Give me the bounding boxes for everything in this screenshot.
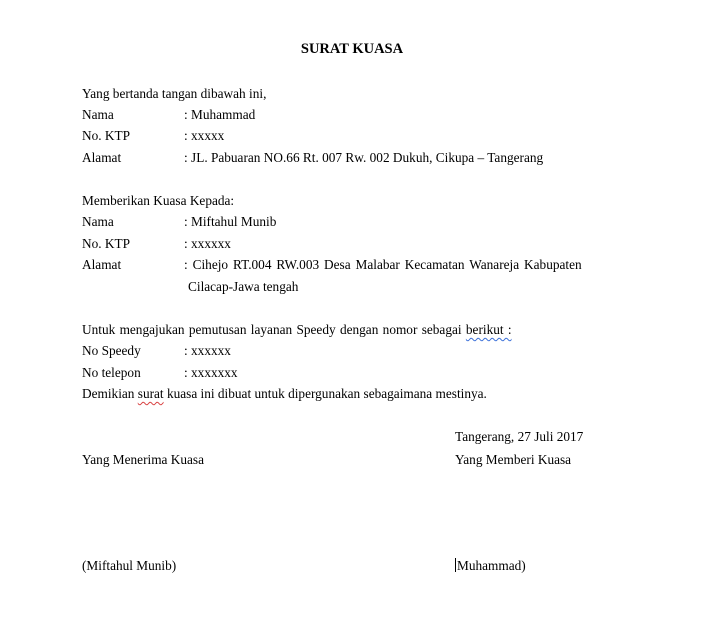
- grantee-address-value-line1: : Cihejo RT.004 RW.003 Desa Malabar Kecamatan Wanareja Kabupaten: [184, 257, 582, 272]
- giver-title: Yang Memberi Kuasa: [455, 452, 572, 467]
- phone-value: : xxxxxxx: [184, 365, 238, 380]
- grantor-ktp-label: No. KTP: [82, 128, 131, 143]
- grantor-name-label: Nama: [82, 107, 114, 122]
- speedy-label: No Speedy: [82, 343, 141, 358]
- grantor-address-value: : JL. Pabuaran NO.66 Rt. 007 Rw. 002 Dukuh, Cikupa – Tangerang: [184, 150, 544, 165]
- intro-text: Yang bertanda tangan dibawah ini,: [82, 86, 267, 101]
- speedy-value: : xxxxxx: [184, 343, 231, 358]
- text-cursor: [455, 558, 456, 572]
- grantee-address-label: Alamat: [82, 257, 122, 272]
- receiver-name: (Miftahul Munib): [82, 558, 177, 573]
- purpose-text-main: Untuk mengajukan pemutusan layanan Speedy dengan nomor sebagai: [82, 322, 466, 337]
- closing-text-before: Demikian: [82, 386, 138, 401]
- closing-text: [82, 386, 487, 402]
- closing-text-after: kuasa ini dibuat untuk dipergunakan sebagaimana mestinya.: [163, 386, 487, 401]
- grantee-name-value: : Miftahul Munib: [184, 214, 277, 229]
- giver-name-line[interactable]: [455, 558, 526, 574]
- grantee-name-label: Nama: [82, 214, 114, 229]
- phone-label: No telepon: [82, 365, 141, 380]
- receiver-title: Yang Menerima Kuasa: [82, 452, 204, 467]
- grantee-ktp-value: : xxxxxx: [184, 236, 231, 251]
- document-title: SURAT KUASA: [300, 41, 404, 57]
- giver-name: Muhammad): [457, 558, 526, 573]
- purpose-text: [82, 322, 512, 338]
- closing-text-flagged: surat: [137, 386, 164, 401]
- grantee-ktp-label: No. KTP: [82, 236, 131, 251]
- grantor-address-label: Alamat: [82, 150, 122, 165]
- grantor-ktp-value: : xxxxx: [184, 128, 225, 143]
- purpose-text-flagged: berikut :: [465, 322, 512, 337]
- grant-intro-text: Memberikan Kuasa Kepada:: [82, 193, 235, 208]
- grantee-address-value-line2: Cilacap-Jawa tengah: [188, 279, 299, 294]
- place-date: Tangerang, 27 Juli 2017: [455, 429, 584, 444]
- grantor-name-value: : Muhammad: [184, 107, 256, 122]
